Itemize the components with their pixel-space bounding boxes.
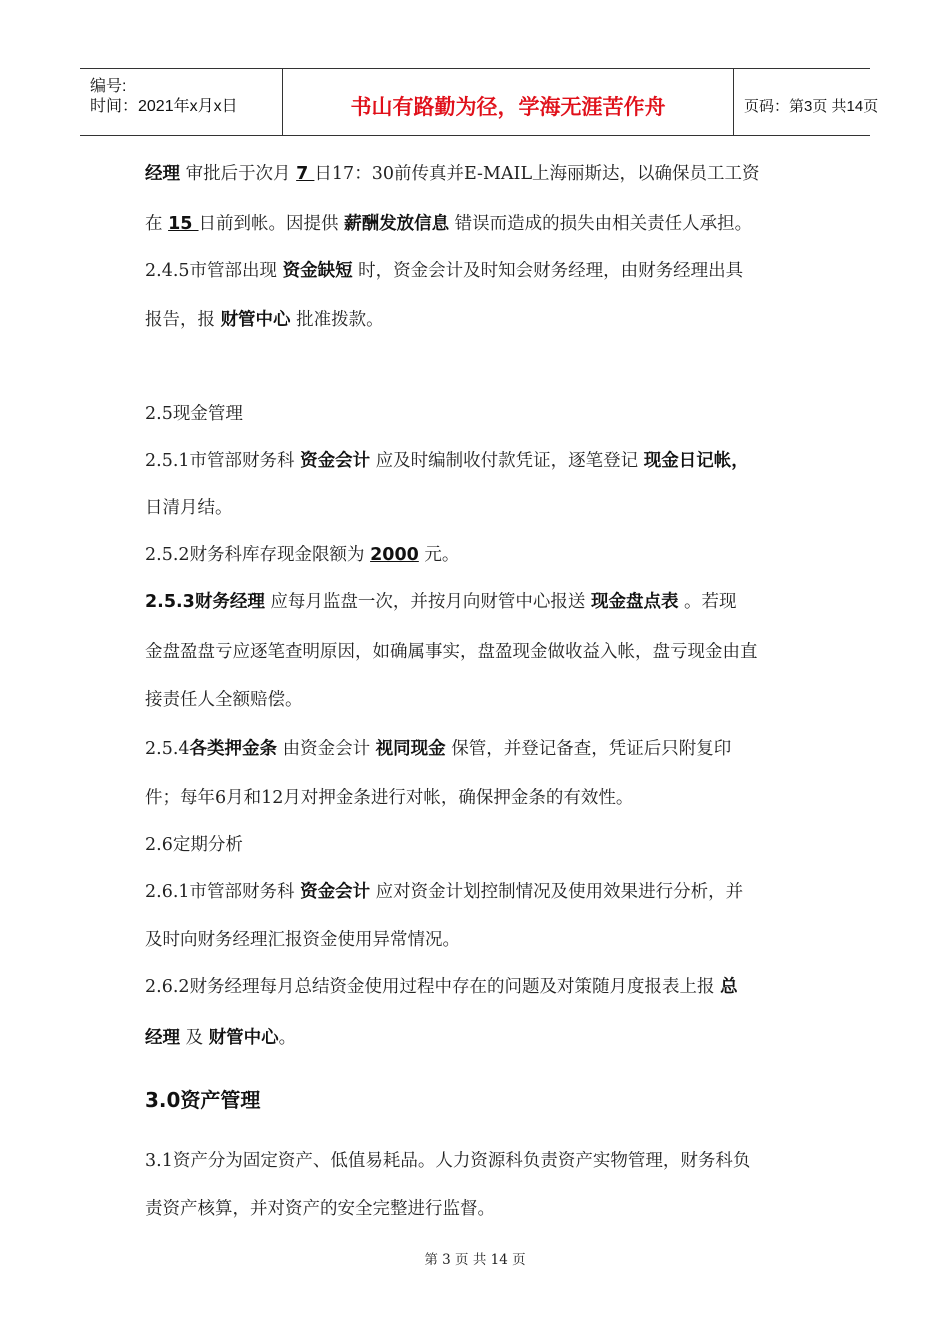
- text-run: 保管，并登记备查，凭证后只附复印: [445, 739, 732, 759]
- text-line: [145, 926, 460, 951]
- text-run: 应及时编制收付款凭证，逐笔登记: [370, 451, 644, 471]
- text-run: 2.6.2财务经理每月总结资金使用过程中存在的问题及对策随月度报表上报: [145, 977, 721, 997]
- text-run: 2.6.1市管部财务科: [145, 882, 301, 902]
- text-line: [145, 1195, 495, 1220]
- page-info: 页码：第3页 共14页: [744, 97, 879, 115]
- text-line: [145, 541, 459, 566]
- text-run: 件；每年6月和12月对押金条进行对帐，确保押金条的有效性。: [145, 788, 634, 808]
- text-run: 2.5.2财务科库存现金限额为: [145, 545, 371, 565]
- text-line: [145, 973, 738, 998]
- header-page-cell: [734, 69, 879, 135]
- bold-term: 7: [296, 164, 315, 184]
- text-line: [145, 400, 243, 425]
- text-run: 日前到帐。因提供: [198, 214, 345, 234]
- page-footer: 第 3 页 共 14 页: [424, 1252, 526, 1268]
- text-run: 及: [180, 1028, 209, 1048]
- code-label: 编号:: [90, 78, 127, 95]
- text-run: 时，资金会计及时知会财务经理，由财务经理出具: [352, 261, 744, 281]
- text-line: [145, 831, 243, 856]
- bold-term: 财管中心: [208, 1028, 279, 1048]
- text-line: [145, 1024, 296, 1049]
- section-heading: 3.0资产管理: [145, 1088, 261, 1112]
- text-run: 错误而造成的损失由相关责任人承担。: [449, 214, 753, 234]
- text-run: 2.4.5市管部出现: [145, 261, 283, 281]
- text-line: [145, 160, 760, 185]
- text-line: [145, 588, 737, 613]
- text-run: 接责任人全额赔偿。: [145, 690, 303, 710]
- bold-term: 薪酬发放信息: [344, 214, 450, 234]
- text-line: [145, 306, 384, 331]
- bold-term: 15: [168, 214, 199, 234]
- text-run: 。若现: [678, 592, 737, 612]
- bold-term: 总: [720, 977, 738, 997]
- text-run: 日清月结。: [145, 498, 233, 518]
- header-motto-cell: [282, 69, 734, 135]
- date-label: 时间：2021年x月x日: [90, 98, 238, 115]
- text-run: 日17：30前传真并E-MAIL上海丽斯达，以确保员工工资: [314, 164, 760, 184]
- text-run: 在: [145, 214, 169, 234]
- bold-term: 各类押金条: [189, 739, 278, 759]
- text-line: [145, 735, 731, 760]
- text-run: 元。: [418, 545, 460, 565]
- bold-term: 经理: [145, 1028, 180, 1048]
- text-line: [145, 447, 749, 472]
- bold-term: 视同现金: [375, 739, 446, 759]
- header-info-cell: [80, 69, 282, 135]
- text-run: 2.5.4: [145, 739, 190, 759]
- bold-term: 资金会计: [300, 882, 371, 902]
- motto-text: 书山有路勤为径，学海无涯苦作舟: [350, 95, 666, 119]
- text-run: 2.6定期分析: [145, 835, 243, 855]
- text-line: [145, 638, 758, 663]
- text-run: 2.5.1市管部财务科: [145, 451, 301, 471]
- bold-term: 现金盘点表: [590, 592, 679, 612]
- text-line: [145, 1147, 750, 1172]
- text-run: 责资产核算，并对资产的安全完整进行监督。: [145, 1199, 495, 1219]
- text-run: 金盘盈盘亏应逐笔查明原因，如确属事实，盘盈现金做收益入帐，盘亏现金由直: [145, 642, 758, 662]
- text-run: 3.1资产分为固定资产、低值易耗品。人力资源科负责资产实物管理，财务科负: [145, 1151, 751, 1171]
- bold-term: 现金日记帐，: [643, 451, 749, 471]
- text-run: 。: [278, 1028, 297, 1048]
- text-run: 2.5现金管理: [145, 404, 243, 424]
- text-run: 及时向财务经理汇报资金使用异常情况。: [145, 930, 460, 950]
- page-header-table: [80, 68, 879, 136]
- text-line: [145, 878, 743, 903]
- text-line: [145, 784, 633, 809]
- text-run: 应对资金计划控制情况及使用效果进行分析，并: [370, 882, 744, 902]
- text-run: 应每月监盘一次，并按月向财管中心报送: [264, 592, 591, 612]
- text-run: 批准拨款。: [290, 310, 384, 330]
- text-line: [145, 210, 752, 235]
- text-run: 由资金会计: [277, 739, 376, 759]
- bold-term: 资金会计: [300, 451, 371, 471]
- text-line: [145, 686, 303, 711]
- text-line: [145, 257, 743, 282]
- text-run: 报告，报: [145, 310, 221, 330]
- bold-term: 经理: [145, 164, 180, 184]
- bold-term: 财管中心: [220, 310, 291, 330]
- text-run: 审批后于次月: [180, 164, 297, 184]
- bold-term: 2.5.3财务经理: [145, 592, 265, 612]
- bold-term: 2000: [370, 545, 419, 565]
- bold-term: 资金缺短: [282, 261, 353, 281]
- text-line: [145, 494, 233, 519]
